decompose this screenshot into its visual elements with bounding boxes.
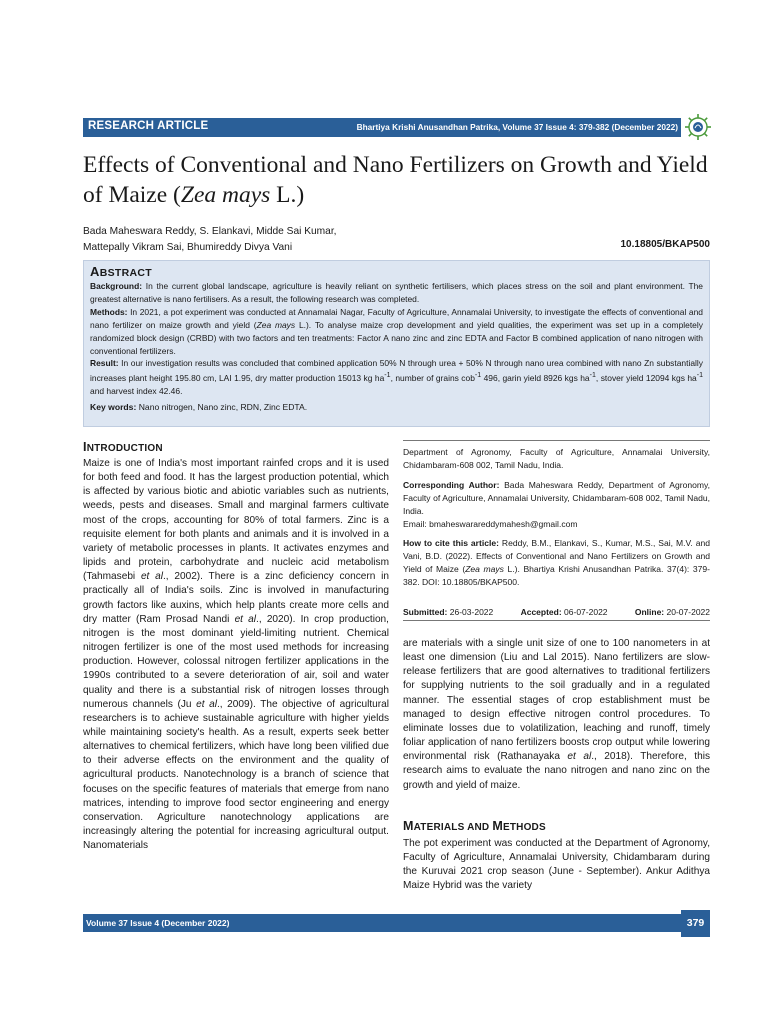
footer-issue: Volume 37 Issue 4 (December 2022) xyxy=(86,918,230,928)
introduction-text-left: Maize is one of India's most important rainfed crops and it is used for both feed and food. It has the largest production potential, which is affected by various biotic and abiotic variables such as nutrients, weeds, pests and diseases. Small and marginal farmers cultivate most of the crops, accounting for 80% of total farmers. Zinc is a requisite element for both plants and animals and it is involved in a variety of metabolic processes in plants. It activates enzymes and lipids and protein, carbohydrate and nucleic acid metabolism (Tahmasebi et al., 2002). There is a zinc deficiency concern in practically all of India's soils. Zinc is involved in manufacturing growth factors like auxins, which help plants create more cells and dry matter (Ram Prosad Nandi et al., 2020). In crop production, nitrogen is the most dominant yield-limiting nutrient. Chemical nitrogen fertilizer is one of the most used methods for increasing production. However, colossal nitrogen fertilizer applications in the 1990s contributed to a severe deterioration of air, soil and water quality and there is a substantial risk of nitrogen losses through numerous channels (Ju et al., 2009). The objective of agricultural researchers is to achieve sustainable agriculture with higher yields while maintaining society's health. As a result, experts seek better alternatives to chemical fertilizers, which have long been vilified due to their adverse effects on the environment and the quality of agricultural products. Nanotechnology is a branch of science that focuses on the specific features of materials that emerge from nano matrices, intending to improve food sector engineering and energy conservation. Agriculture nanotechnology applications are increasingly altering the potential for increasing agricultural output. Nanomaterials xyxy=(83,458,389,852)
citation-info: How to cite this article: Reddy, B.M., Elankavi, S., Kumar, M.S., Sai, M.V. and Vani, B.D. (2022). Effects of Conventional and Nano Fertilizers on Growth and Yield of Maize (Zea mays L.). Bhartiya Krishi Anusandhan Patrika. 37(4): 379-382. DOI: 10.18805/BKAP500. xyxy=(403,538,711,588)
abstract-methods: Methods: In 2021, a pot experiment was conducted at Annamalai Nagar, Faculty of Agriculture, Annamalai University, to investigate the effects of conventional and nano fertilizer on maize growth and yield (Zea mays L.). To analyse maize crop development and yield qualities, the experiment was set up in a completely randomized block design (CRBD) with two factors and ten treatments: Factor A nano zinc and zinc EDTA and Factor B combined application of nano nitrogen with conventional fertilizers. xyxy=(90,306,703,356)
abstract-result: Result: In our investigation results was concluded that combined application 50% N through urea + 50% N through nano urea combined with nano Zn substantially increases plant height 195.80 cm, LAI 1.95, dry matter production 15013 kg $ha^{-1}$, number of grains cob$^{-1}$ 496, garin yield 8926 kgs $ha^{-1}$, stover yield 12094 kgs $ha^{-1}$ and harvest index 42.46. xyxy=(90,358,704,397)
accepted-date: Accepted: 06-07-2022 xyxy=(520,607,608,617)
abstract-box xyxy=(83,260,710,427)
introduction-text-right: are materials with a single unit size of one to 100 nanometers in at least one dimension (Liu and Lal 2015). Nano fertilizers are slow-release fertilizers that are good alternatives to traditional fertilizers for supplying nutrients to the soil gradually and in a regulated manner. The essential stages of crop establishment must be managed to design effective nitrogen control procedures. To eliminate losses due to volatilization, leaching and runoff, timely foliar application of nano fertilizers boosts crop output while lowering environmental risk (Rathanayaka et al., 2018). Therefore, this research aims to evaluate the nano nitrogen and nano zinc on the growth and yield of maize. xyxy=(403,638,710,791)
department: Department of Agronomy, Faculty of Agriculture, Annamalai University, Chidambaram-608 002, Tamil Nadu, India. xyxy=(403,447,710,470)
introduction-heading: INTRODUCTION xyxy=(83,440,163,454)
article-dates xyxy=(403,607,710,621)
online-date: Online: 20-07-2022 xyxy=(634,607,710,617)
affiliation-block xyxy=(403,440,710,596)
keywords: Key words: Nano nitrogen, Nano zinc, RDN, Zinc EDTA. xyxy=(90,401,308,412)
abstract-heading: ABSTRACT xyxy=(90,264,152,279)
page-number: 379 xyxy=(681,910,710,937)
doi-label: 10.18805/BKAP500 xyxy=(620,239,710,250)
journal-header-bar xyxy=(83,118,681,137)
article-title: Effects of Conventional and Nano Fertilizers on Growth and Yield of Maize (Zea mays L.) xyxy=(83,152,708,208)
email-link[interactable]: bmaheswarareddymahesh@gmail.com xyxy=(426,518,578,529)
methods-heading: MATERIALS AND METHODS xyxy=(403,819,546,833)
author-list: Bada Maheswara Reddy, S. Elankavi, Midde Sai Kumar, Mattepally Vikram Sai, Bhumireddy Divya Vani xyxy=(83,226,337,253)
corresponding-author: Corresponding Author: Bada Maheswara Reddy, Department of Agronomy, Faculty of Agriculture, Annamalai University, Chidambaram-608 002, Tamil Nadu, India. Email: bmaheswarareddymahesh@gmail.com xyxy=(403,479,710,529)
abstract-background: Background: In the current global landscape, agriculture is heavily reliant on synthetic fertilisers, which places stress on the soil and plant environment. The greatest alternative is nano fertilisers. As a result, the following research was completed. xyxy=(90,281,703,304)
journal-citation: Bhartiya Krishi Anusandhan Patrika, Volume 37 Issue 4: 379-382 (December 2022) xyxy=(356,122,678,132)
journal-logo-icon xyxy=(683,112,713,142)
footer-bar xyxy=(83,914,681,932)
article-type-label: RESEARCH ARTICLE xyxy=(88,120,209,132)
submitted-date: Submitted: 26-03-2022 xyxy=(403,607,494,617)
methods-text: The pot experiment was conducted at the Department of Agronomy, Faculty of Agriculture, Annamalai University, Chidambaram during the Kuruvai 2021 crop season (June - September). Ankur Adithya Maize Hybrid was the variety xyxy=(403,838,710,892)
